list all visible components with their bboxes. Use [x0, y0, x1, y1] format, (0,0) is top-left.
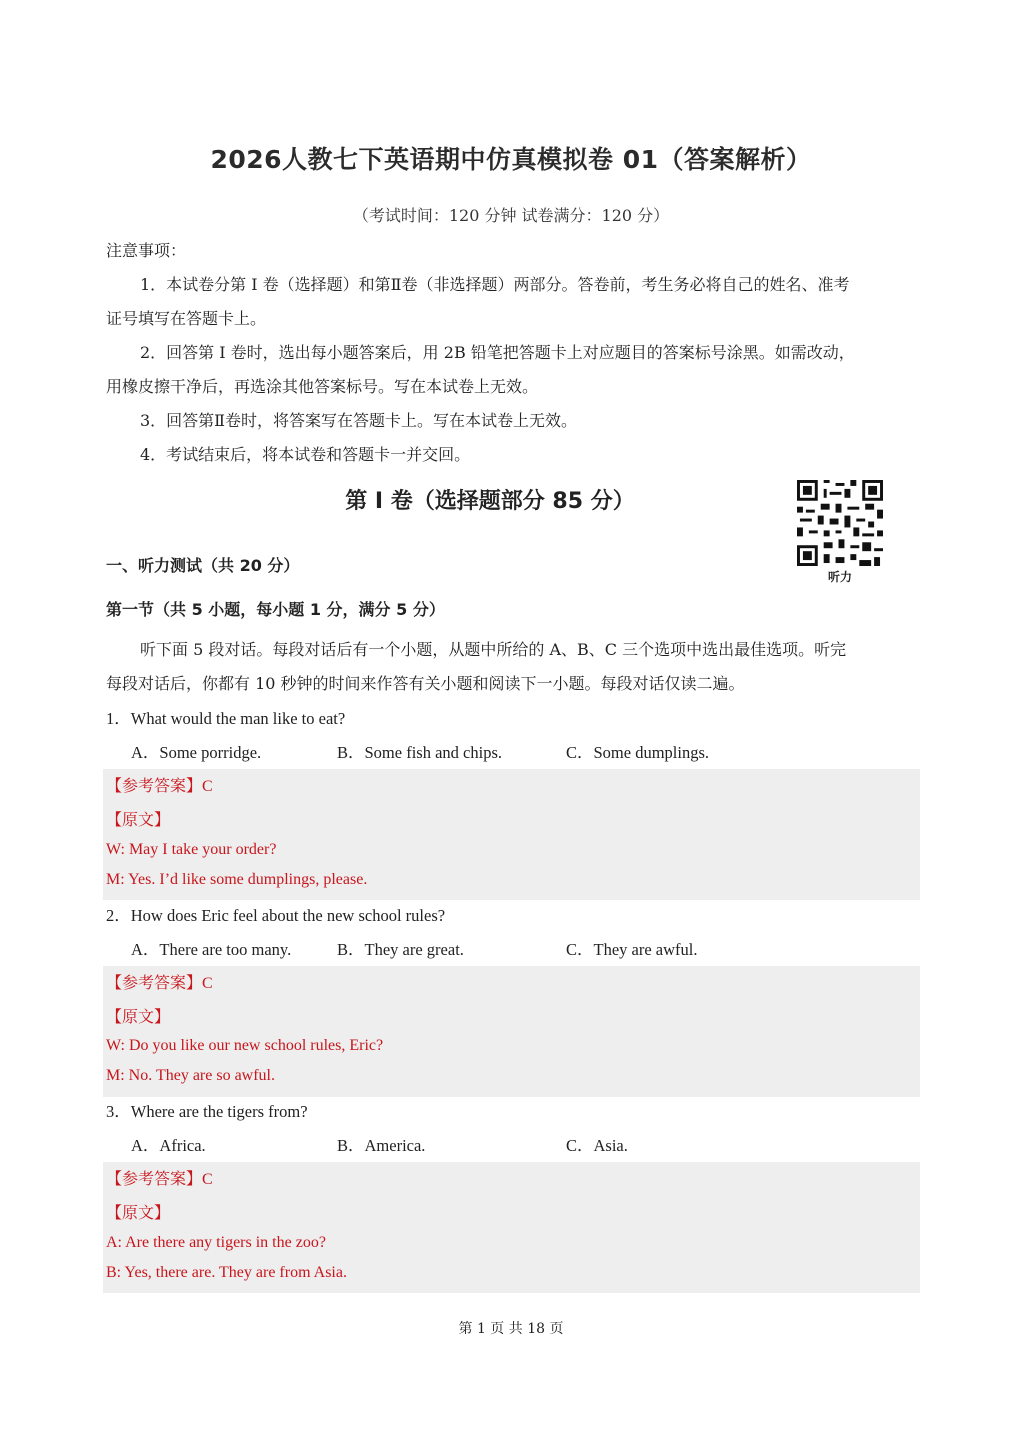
transcript-line: A: Are there any tigers in the zoo?: [106, 1234, 326, 1251]
page-footer: 第 1 页 共 18 页: [458, 1321, 564, 1337]
option-a: A．Some porridge.: [131, 743, 262, 762]
option-c: C．They are awful.: [566, 940, 698, 959]
question-stem: 2．How does Eric feel about the new school rules?: [106, 906, 446, 925]
option-b: B．Some fish and chips.: [337, 743, 502, 762]
transcript-heading: 【原文】: [106, 1009, 171, 1026]
notice-line: 2．回答第 I 卷时，选出每小题答案后，用 2B 铅笔把答题卡上对应题目的答案标号涂黑。如需改动，: [140, 343, 855, 362]
option-a: A．There are too many.: [131, 940, 292, 959]
notice-line: 用橡皮擦干净后，再选涂其他答案标号。写在本试卷上无效。: [106, 377, 539, 396]
reference-answer: 【参考答案】C: [106, 1171, 213, 1188]
transcript-line: M: Yes. I’d like some dumplings, please.: [106, 871, 368, 888]
instruction-line: 每段对话后，你都有 10 秒钟的时间来作答有关小题和阅读下一小题。每段对话仅读二遍。: [106, 674, 745, 693]
transcript-line: W: Do you like our new school rules, Eric?: [106, 1037, 384, 1054]
option-c: C．Asia.: [566, 1136, 628, 1155]
notice-line: 3．回答第Ⅱ卷时，将答案写在答题卡上。写在本试卷上无效。: [140, 411, 578, 430]
section-title: 第 I 卷（选择题部分 85 分）: [345, 489, 635, 514]
transcript-heading: 【原文】: [106, 812, 171, 829]
part-heading: 一、听力测试（共 20 分）: [106, 556, 300, 575]
option-b: B．They are great.: [337, 940, 464, 959]
notice-line: 证号填写在答题卡上。: [106, 309, 267, 328]
notice-line: 1．本试卷分第 I 卷（选择题）和第Ⅱ卷（非选择题）两部分。答卷前，考生务必将自己的姓名、准考: [140, 275, 850, 294]
reference-answer: 【参考答案】C: [106, 778, 213, 795]
subsection-heading: 第一节（共 5 小题，每小题 1 分，满分 5 分）: [106, 600, 445, 619]
qr-code: [797, 480, 883, 566]
exam-info: （考试时间：120 分钟 试卷满分：120 分）: [352, 206, 670, 225]
option-c: C．Some dumplings.: [566, 743, 710, 762]
question-stem: 1．What would the man like to eat?: [106, 709, 346, 728]
question-stem: 3．Where are the tigers from?: [106, 1102, 308, 1121]
notice-line: 4．考试结束后，将本试卷和答题卡一并交回。: [140, 445, 471, 464]
option-a: A．Africa.: [131, 1136, 206, 1155]
instruction-line: 听下面 5 段对话。每段对话后有一个小题，从题中所给的 A、B、C 三个选项中选出最佳选项。听完: [140, 640, 847, 659]
transcript-line: M: No. They are so awful.: [106, 1067, 275, 1084]
option-b: B．America.: [337, 1136, 426, 1155]
transcript-line: W: May I take your order?: [106, 841, 277, 858]
transcript-heading: 【原文】: [106, 1205, 171, 1222]
qr-label: 听力: [827, 570, 852, 584]
reference-answer: 【参考答案】C: [106, 975, 213, 992]
transcript-line: B: Yes, there are. They are from Asia.: [106, 1264, 347, 1281]
page-title: 2026人教七下英语期中仿真模拟卷 01（答案解析）: [210, 145, 812, 174]
notice-heading: 注意事项：: [106, 241, 187, 260]
